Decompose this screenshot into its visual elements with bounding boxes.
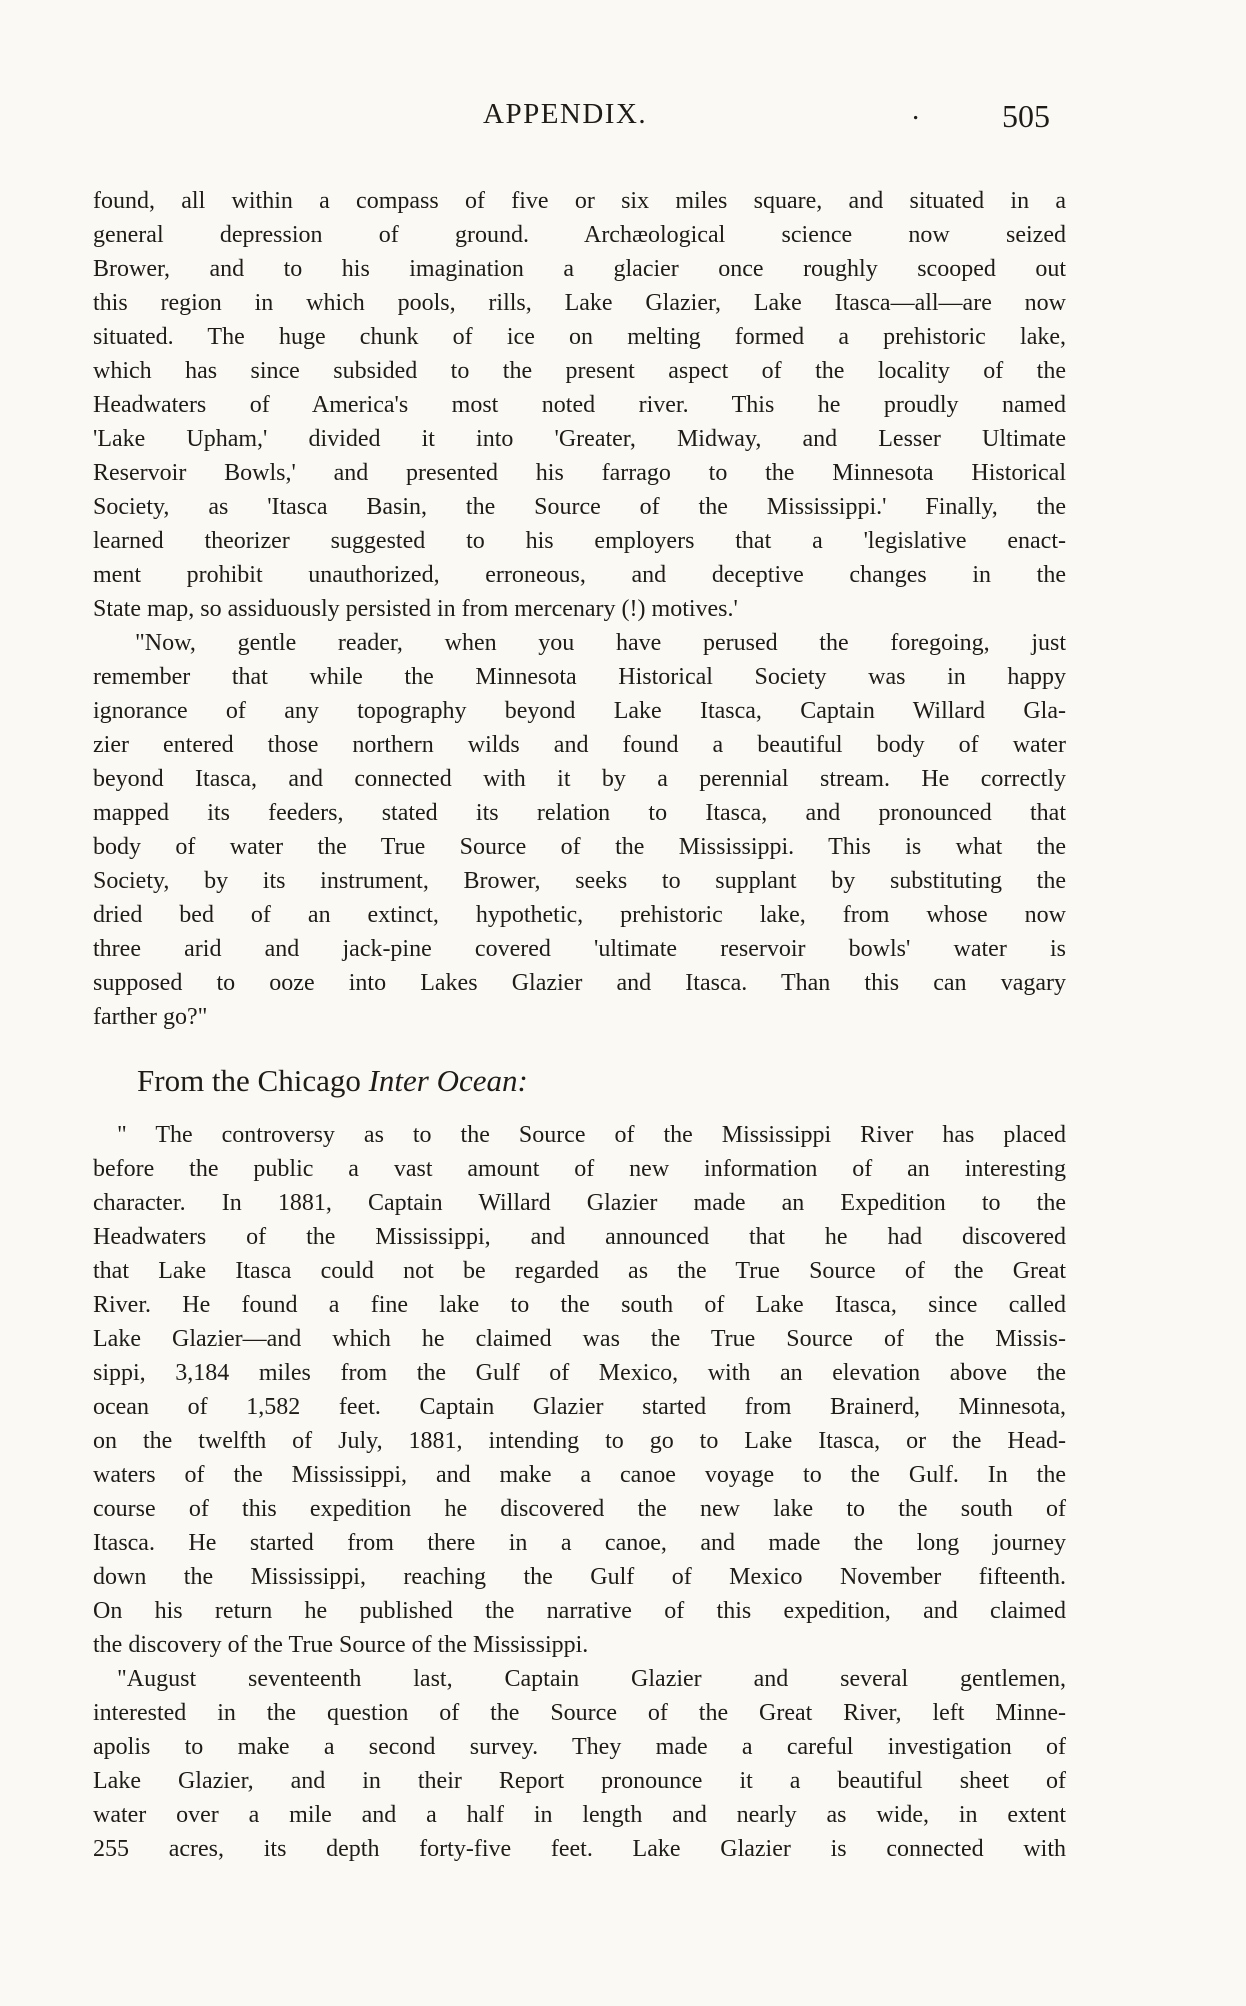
text-line: that Lake Itasca could not be regarded as the True Source of the Great: [93, 1258, 1066, 1284]
text-line: which has since subsided to the present aspect of the locality of the: [93, 358, 1066, 384]
text-line: ocean of 1,582 feet. Captain Glazier started from Brainerd, Minnesota,: [93, 1394, 1066, 1420]
text-line: "Now, gentle reader, when you have perused the foregoing, just: [135, 630, 1066, 656]
paragraph-continuation: [93, 184, 1066, 626]
text-line: "August seventeenth last, Captain Glazier and several gentlemen,: [117, 1666, 1066, 1692]
text-line: learned theorizer suggested to his employers that a 'legislative enact-: [93, 528, 1066, 554]
page-number: 505: [1002, 98, 1050, 134]
text-line: Lake Glazier, and in their Report pronounce it a beautiful sheet of: [93, 1768, 1066, 1794]
text-line: course of this expedition he discovered the new lake to the south of: [93, 1496, 1066, 1522]
running-head: [0, 94, 1246, 138]
text-line: farther go?": [93, 1004, 208, 1030]
text-line: water over a mile and a half in length and nearly as wide, in extent: [93, 1802, 1066, 1828]
text-line: ignorance of any topography beyond Lake Itasca, Captain Willard Gla-: [93, 698, 1066, 724]
section-heading: [137, 1063, 528, 1099]
text-line: character. In 1881, Captain Willard Glazier made an Expedition to the: [93, 1190, 1066, 1216]
text-line: on the twelfth of July, 1881, intending to go to Lake Itasca, or the Head-: [93, 1428, 1066, 1454]
text-line: On his return he published the narrative of this expedition, and claimed: [93, 1598, 1066, 1624]
running-head-dot: .: [912, 94, 920, 126]
text-line: Itasca. He started from there in a canoe, and made the long journey: [93, 1530, 1066, 1556]
paragraph-august: [93, 1662, 1066, 1866]
text-line: " The controversy as to the Source of the Mississippi River has placed: [117, 1122, 1066, 1148]
text-line: found, all within a compass of five or six miles square, and situated in a: [93, 188, 1066, 214]
text-line: dried bed of an extinct, hypothetic, prehistoric lake, from whose now: [93, 902, 1066, 928]
text-line: sippi, 3,184 miles from the Gulf of Mexico, with an elevation above the: [93, 1360, 1066, 1386]
text-line: 255 acres, its depth forty-five feet. Lake Glazier is connected with: [93, 1836, 1066, 1862]
text-line: 'Lake Upham,' divided it into 'Greater, Midway, and Lesser Ultimate: [93, 426, 1066, 452]
text-line: River. He found a fine lake to the south of Lake Itasca, since called: [93, 1292, 1066, 1318]
text-line: Society, by its instrument, Brower, seeks to supplant by substituting the: [93, 868, 1066, 894]
text-line: State map, so assiduously persisted in from mercenary (!) motives.': [93, 596, 738, 622]
text-line: beyond Itasca, and connected with it by a perennial stream. He correctly: [93, 766, 1066, 792]
text-line: the discovery of the True Source of the Mississippi.: [93, 1632, 589, 1658]
text-line: supposed to ooze into Lakes Glazier and Itasca. Than this can vagary: [93, 970, 1066, 996]
text-line: Society, as 'Itasca Basin, the Source of the Mississippi.' Finally, the: [93, 494, 1066, 520]
text-line: mapped its feeders, stated its relation to Itasca, and pronounced that: [93, 800, 1066, 826]
text-line: three arid and jack-pine covered 'ultimate reservoir bowls' water is: [93, 936, 1066, 962]
text-line: interested in the question of the Source of the Great River, left Minne-: [93, 1700, 1066, 1726]
text-line: body of water the True Source of the Mississippi. This is what the: [93, 834, 1066, 860]
text-line: situated. The huge chunk of ice on melting formed a prehistoric lake,: [93, 324, 1066, 350]
text-line: general depression of ground. Archæological science now seized: [93, 222, 1066, 248]
text-line: apolis to make a second survey. They made a careful investigation of: [93, 1734, 1066, 1760]
text-line: waters of the Mississippi, and make a canoe voyage to the Gulf. In the: [93, 1462, 1066, 1488]
text-line: Reservoir Bowls,' and presented his farrago to the Minnesota Historical: [93, 460, 1066, 486]
section-heading-prefix: From the Chicago: [137, 1063, 369, 1098]
text-line: Headwaters of the Mississippi, and announced that he had discovered: [93, 1224, 1066, 1250]
section-heading-italic: Inter Ocean:: [368, 1063, 528, 1098]
running-title: APPENDIX.: [483, 98, 648, 130]
text-line: down the Mississippi, reaching the Gulf of Mexico November fifteenth.: [93, 1564, 1066, 1590]
text-line: this region in which pools, rills, Lake Glazier, Lake Itasca—all—are now: [93, 290, 1066, 316]
text-line: before the public a vast amount of new information of an interesting: [93, 1156, 1066, 1182]
text-line: ment prohibit unauthorized, erroneous, and deceptive changes in the: [93, 562, 1066, 588]
paragraph-controversy: [93, 1118, 1066, 1662]
text-line: Headwaters of America's most noted river. This he proudly named: [93, 392, 1066, 418]
text-line: remember that while the Minnesota Historical Society was in happy: [93, 664, 1066, 690]
text-line: Brower, and to his imagination a glacier once roughly scooped out: [93, 256, 1066, 282]
paragraph-gentle-reader: [93, 626, 1066, 1034]
text-line: zier entered those northern wilds and found a beautiful body of water: [93, 732, 1066, 758]
text-line: Lake Glazier—and which he claimed was the True Source of the Missis-: [93, 1326, 1066, 1352]
